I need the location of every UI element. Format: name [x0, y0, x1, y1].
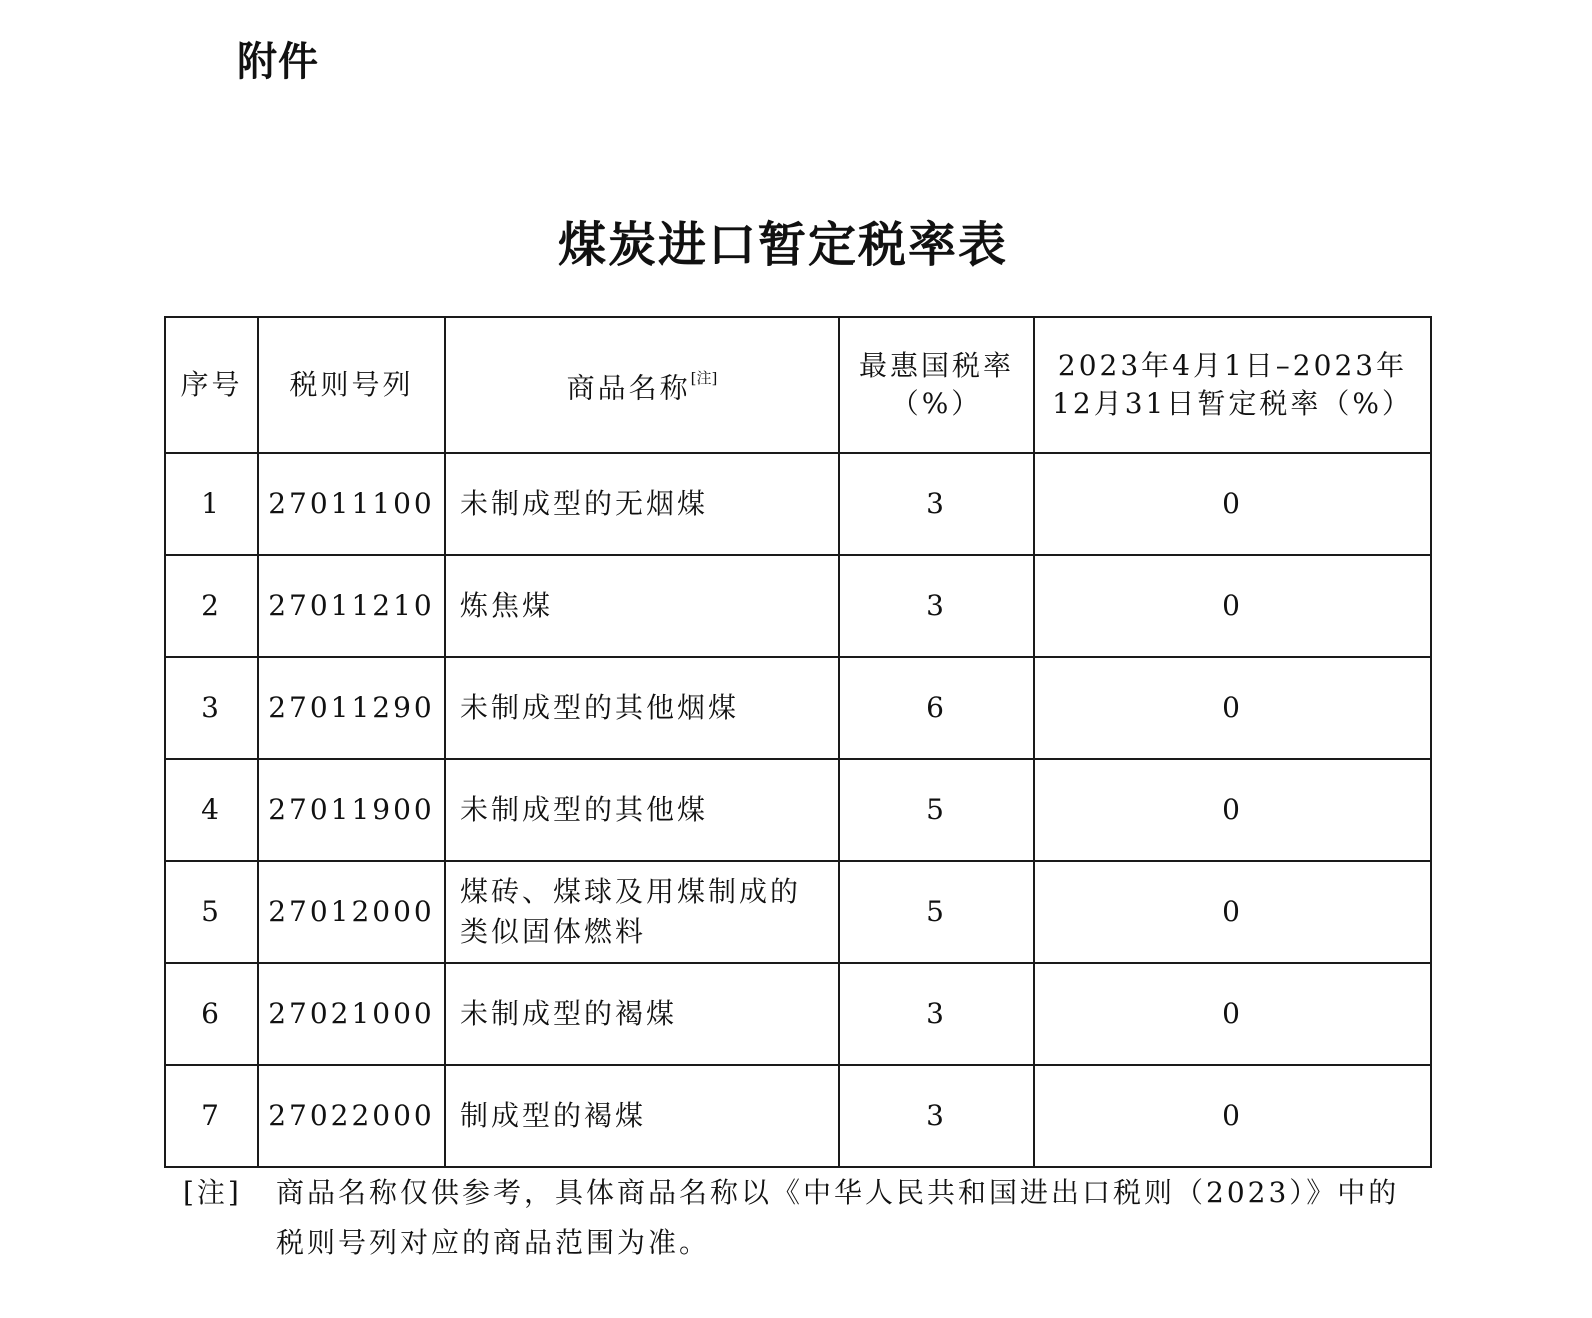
- footnote: [183, 1168, 1423, 1268]
- header-note-marker: [注]: [690, 368, 718, 387]
- table-row: [165, 555, 1431, 657]
- cell-seq: 4: [165, 759, 258, 861]
- attachment-label: 附件: [237, 39, 319, 85]
- header-product-name-label: 商品名称: [566, 371, 691, 405]
- cell-provisional-rate: 0: [1034, 963, 1431, 1065]
- cell-mfn-rate: 3: [839, 555, 1034, 657]
- cell-tariff-code: 27011100: [258, 453, 445, 555]
- table-row: [165, 861, 1431, 963]
- cell-tariff-code: 27022000: [258, 1065, 445, 1167]
- header-mfn-rate-line1: 最惠国税率: [858, 349, 1014, 382]
- cell-seq: 3: [165, 657, 258, 759]
- cell-provisional-rate: 0: [1034, 1065, 1431, 1167]
- cell-mfn-rate: 3: [839, 963, 1034, 1065]
- table-row: [165, 453, 1431, 555]
- cell-product-name: 制成型的褐煤: [445, 1065, 839, 1167]
- cell-product-name: 未制成型的无烟煤: [445, 453, 839, 555]
- header-mfn-rate: [839, 317, 1034, 453]
- header-provisional-rate: [1034, 317, 1431, 453]
- cell-product-name: 未制成型的褐煤: [445, 963, 839, 1065]
- cell-seq: 5: [165, 861, 258, 963]
- cell-mfn-rate: 3: [839, 453, 1034, 555]
- header-tariff-code: 税则号列: [258, 317, 445, 453]
- cell-provisional-rate: 0: [1034, 657, 1431, 759]
- cell-product-name: 煤砖、煤球及用煤制成的类似固体燃料: [445, 861, 839, 963]
- cell-tariff-code: 27011290: [258, 657, 445, 759]
- cell-tariff-code: 27021000: [258, 963, 445, 1065]
- header-seq: 序号: [165, 317, 258, 453]
- cell-mfn-rate: 5: [839, 861, 1034, 963]
- cell-provisional-rate: 0: [1034, 861, 1431, 963]
- cell-product-name: 炼焦煤: [445, 555, 839, 657]
- table-row: [165, 759, 1431, 861]
- cell-provisional-rate: 0: [1034, 555, 1431, 657]
- cell-provisional-rate: 0: [1034, 453, 1431, 555]
- cell-seq: 6: [165, 963, 258, 1065]
- cell-mfn-rate: 6: [839, 657, 1034, 759]
- cell-provisional-rate: 0: [1034, 759, 1431, 861]
- footnote-tag: [注]: [183, 1176, 242, 1209]
- table-row: [165, 963, 1431, 1065]
- coal-tariff-table: [164, 316, 1432, 1168]
- table-header-row: [165, 317, 1431, 453]
- cell-tariff-code: 27012000: [258, 861, 445, 963]
- header-product-name: [445, 317, 839, 453]
- cell-seq: 2: [165, 555, 258, 657]
- cell-seq: 7: [165, 1065, 258, 1167]
- document-title: 煤炭进口暂定税率表: [557, 217, 1008, 273]
- table-row: [165, 657, 1431, 759]
- cell-seq: 1: [165, 453, 258, 555]
- cell-product-name: 未制成型的其他煤: [445, 759, 839, 861]
- footnote-text: 商品名称仅供参考，具体商品名称以《中华人民共和国进出口税则（2023）》中的税则号列对应的商品范围为准。: [276, 1176, 1400, 1259]
- cell-tariff-code: 27011900: [258, 759, 445, 861]
- cell-product-name: 未制成型的其他烟煤: [445, 657, 839, 759]
- header-mfn-rate-line2: （%）: [890, 387, 983, 420]
- cell-tariff-code: 27011210: [258, 555, 445, 657]
- cell-mfn-rate: 3: [839, 1065, 1034, 1167]
- table-row: [165, 1065, 1431, 1167]
- cell-mfn-rate: 5: [839, 759, 1034, 861]
- header-provisional-rate-line1: 2023年4月1日–2023年: [1057, 349, 1408, 382]
- header-provisional-rate-line2: 12月31日暂定税率（%）: [1052, 387, 1413, 420]
